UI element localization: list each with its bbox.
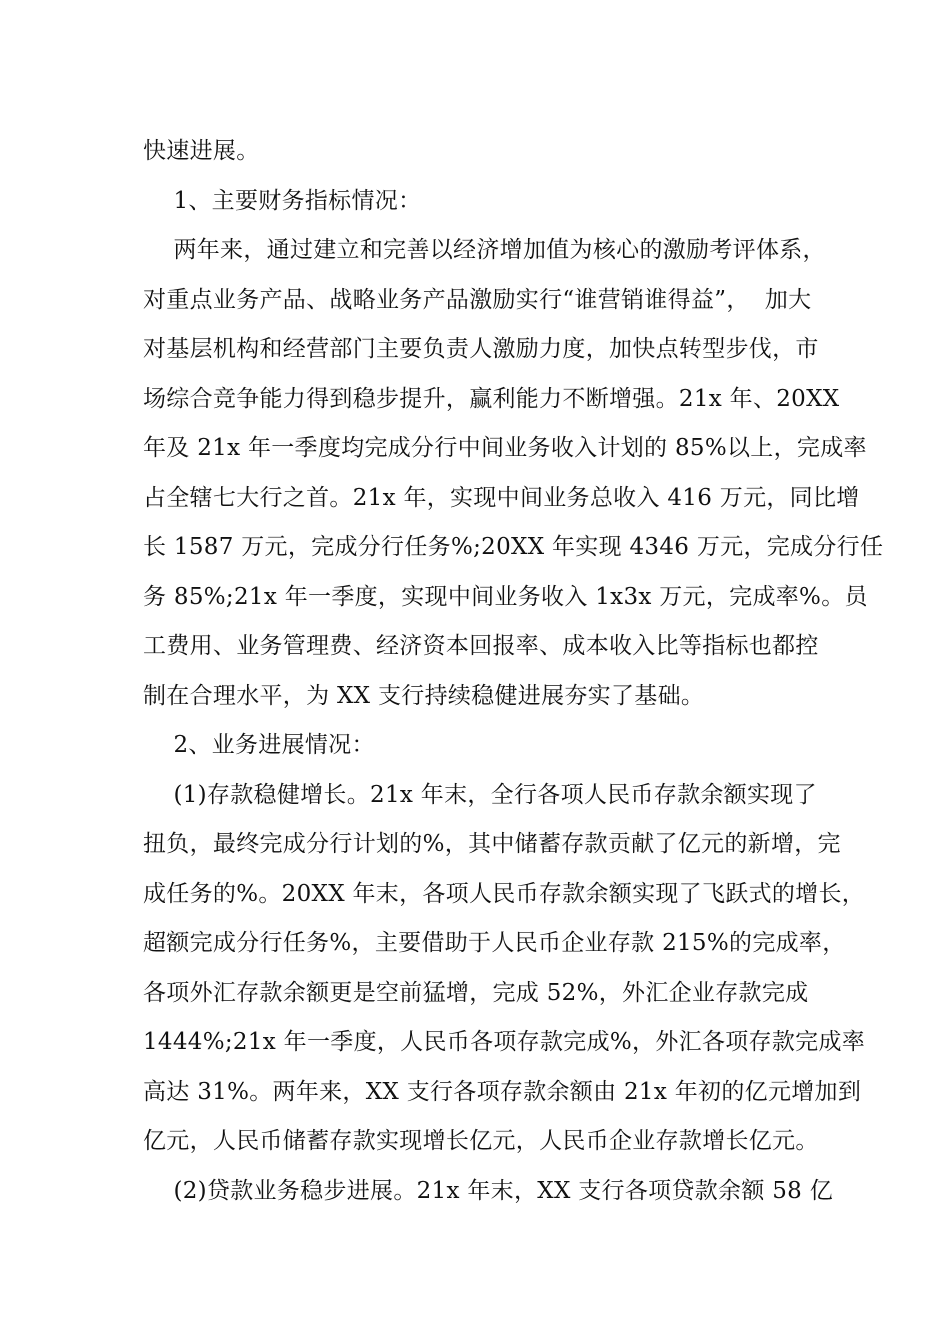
text-line: 长 1587 万元，完成分行任务%;20XX 年实现 4346 万元，完成分行任 <box>143 534 884 560</box>
section-heading: 2、业务进展情况： <box>143 732 375 758</box>
text-line: 两年来，通过建立和完善以经济增加值为核心的激励考评体系， <box>143 237 826 263</box>
text-line: (2)贷款业务稳步进展。21x 年末，XX 支行各项贷款余额 58 亿 <box>143 1177 834 1204</box>
text-line: 场综合竞争能力得到稳步提升，赢利能力不断增强。21x 年、20XX <box>143 385 840 412</box>
text-line: 快速进展。 <box>143 138 260 164</box>
text-line: 1444%;21x 年一季度，人民币各项存款完成%，外汇各项存款完成率 <box>143 1029 866 1055</box>
text-line: 超额完成分行任务%，主要借助于人民币企业存款 215%的完成率， <box>143 930 846 956</box>
text-line: (1)存款稳健增长。21x 年末，全行各项人民币存款余额实现了 <box>143 781 817 808</box>
text-line: 年及 21x 年一季度均完成分行中间业务收入计划的 85%以上，完成率 <box>143 435 867 461</box>
text-line: 成任务的%。20XX 年末，各项人民币存款余额实现了飞跃式的增长， <box>143 880 866 907</box>
text-line: 占全辖七大行之首。21x 年，实现中间业务总收入 416 万元，同比增 <box>143 484 860 511</box>
section-heading: 1、主要财务指标情况： <box>143 187 422 214</box>
text-line: 亿元，人民币储蓄存款实现增长亿元，人民币企业存款增长亿元。 <box>143 1128 819 1154</box>
text-line: 扭负，最终完成分行计划的%，其中储蓄存款贡献了亿元的新增，完 <box>143 831 841 857</box>
text-line: 对基层机构和经营部门主要负责人激励力度，加快点转型步伐，市 <box>143 336 819 362</box>
text-line: 务 85%;21x 年一季度，实现中间业务收入 1x3x 万元，完成率%。员 <box>143 583 868 610</box>
document-body <box>143 127 884 1216</box>
text-line: 高达 31%。两年来，XX 支行各项存款余额由 21x 年初的亿元增加到 <box>143 1078 862 1105</box>
text-line: 对重点业务产品、战略业务产品激励实行“谁营销谁得益”， 加大 <box>143 286 812 313</box>
text-line: 工费用、业务管理费、经济资本回报率、成本收入比等指标也都控 <box>143 633 819 659</box>
text-line: 制在合理水平，为 XX 支行持续稳健进展夯实了基础。 <box>143 682 705 709</box>
text-line: 各项外汇存款余额更是空前猛增，完成 52%，外汇企业存款完成 <box>143 979 809 1006</box>
